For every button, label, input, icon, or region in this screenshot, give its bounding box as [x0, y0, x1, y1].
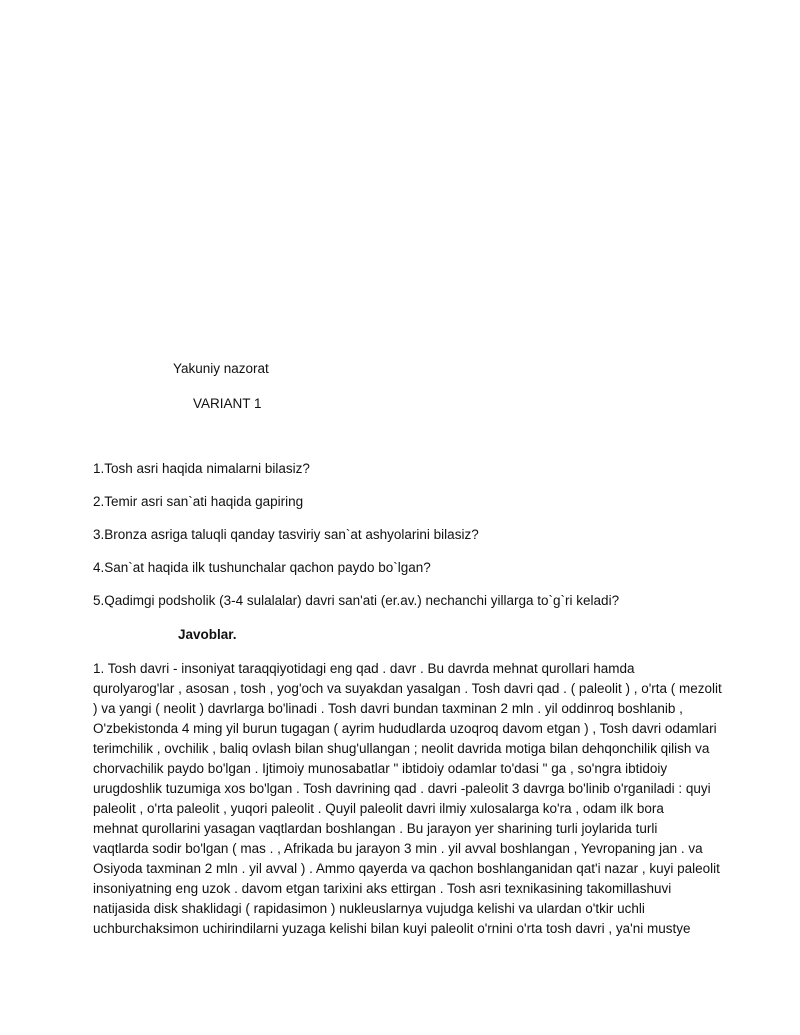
question-list	[93, 460, 713, 625]
question-item: 1.Tosh asri haqida nimalarni bilasiz?	[93, 461, 310, 476]
answer-line: vaqtlarda sodir bo'lgan ( mas . , Afrikada bu jarayon 3 min . yil avval boshlangan , Yevropaning jan . va	[93, 841, 703, 856]
answers-heading: Javoblar.	[178, 627, 237, 642]
answer-line: mehnat qurollarini yasagan vaqtlardan boshlangan . Bu jarayon yer sharining turli joylarida turli	[93, 821, 658, 836]
answer-line: qurolyarog'lar , asosan , tosh , yog'och va suyakdan yasalgan . Tosh davri qad . ( paleolit ) , o'rta ( mezolit	[93, 681, 722, 696]
answer-line: chorvachilik paydo bo'lgan . Ijtimoiy munosabatlar " ibtidoiy odamlar to'dasi " ga , so'ngra ibtidoiy	[93, 761, 668, 776]
question-item: 3.Bronza asriga taluqli qanday tasviriy san`at ashyolarini bilasiz?	[93, 527, 479, 542]
answer-paragraph	[93, 659, 722, 939]
question-item: 2.Temir asri san`ati haqida gapiring	[93, 494, 304, 509]
question-item: 5.Qadimgi podsholik (3-4 sulalalar) davri san'ati (er.av.) nechanchi yillarga to`g`ri keladi?	[93, 593, 620, 608]
variant-label: VARIANT 1	[193, 396, 262, 411]
answer-line: 1. Tosh davri - insoniyat taraqqiyotidagi eng qad . davr . Bu davrda mehnat qurollari hamda	[93, 661, 635, 676]
question-item: 4.San`at haqida ilk tushunchalar qachon paydo bo`lgan?	[93, 560, 431, 575]
document-title: Yakuniy nazorat	[173, 361, 269, 376]
answer-line: natijasida disk shaklidagi ( rapidasimon ) nukleuslarnya vujudga kelishi va ulardan o'tkir uchli	[93, 901, 645, 916]
answer-line: O'zbekistonda 4 ming yil burun tugagan ( ayrim hududlarda uzoqroq davom etgan ) , Tosh davri odamlari	[93, 721, 717, 736]
answer-line: uchburchaksimon uchirindilarni yuzaga kelishi bilan kuyi paleolit o'rnini o'rta tosh davri , ya'ni mustye	[93, 921, 691, 936]
answer-line: ) va yangi ( neolit ) davrlarga bo'linadi . Tosh davri bundan taxminan 2 mln . yil oddinroq boshlanib ,	[93, 701, 683, 716]
answer-line: Osiyoda taxminan 2 mln . yil avval ) . Ammo qayerda va qachon boshlanganidan qat'i nazar , kuyi paleolit	[93, 861, 720, 876]
answer-line: urugdoshlik tuzumiga xos bo'lgan . Tosh davrining qad . davri -paleolit 3 davrga bo'linib o'rganiladi : quyi	[93, 781, 711, 796]
answer-line: paleolit , o'rta paleolit , yuqori paleolit . Quyil paleolit davri ilmiy xulosalarga ko'ra , odam ilk bora	[93, 801, 664, 816]
answer-line: terimchilik , ovchilik , baliq ovlash bilan shug'ullangan ; neolit davrida motiga bilan dehqonchilik qilish va	[93, 741, 710, 756]
answer-line: insoniyatning eng uzok . davom etgan tarixini aks ettirgan . Tosh asri texnikasining takomillashuvi	[93, 881, 672, 896]
